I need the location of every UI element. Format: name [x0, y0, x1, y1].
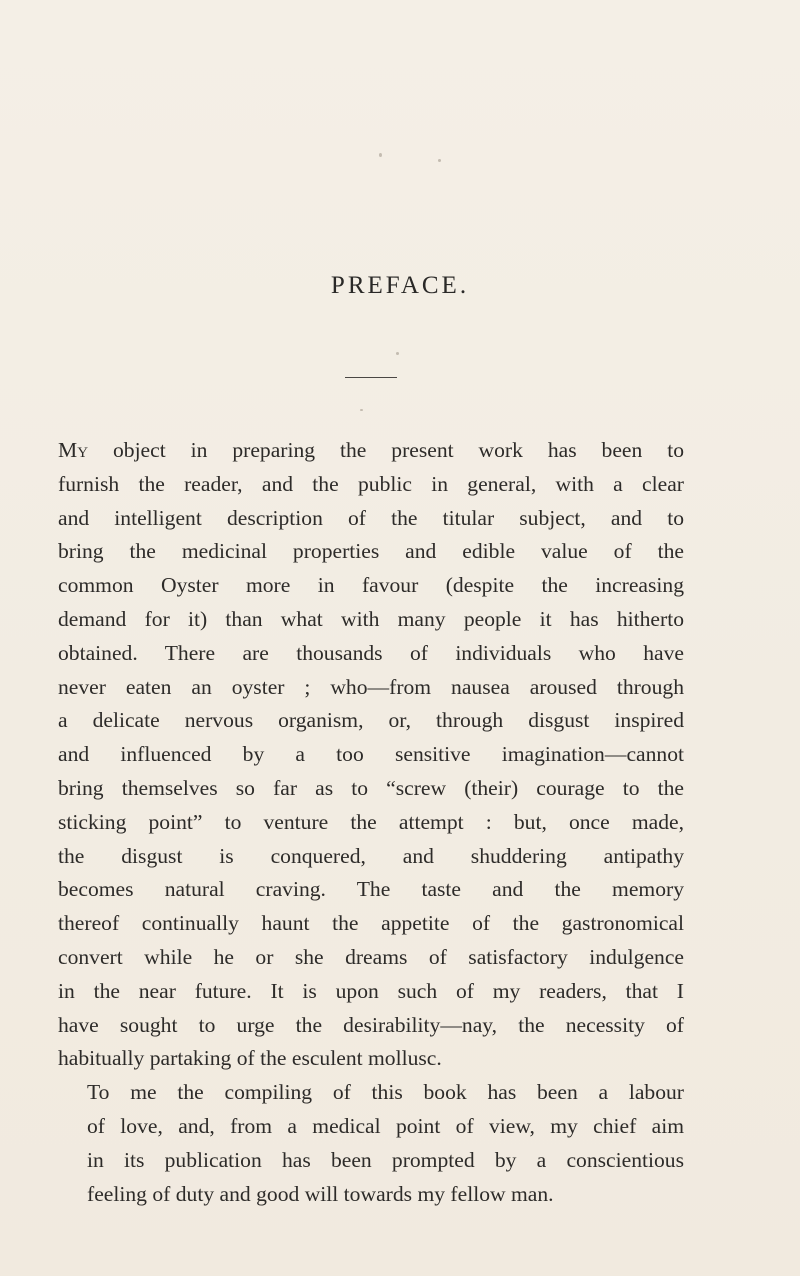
text-line: of love, and, from a medical point of view, my chief aim [87, 1113, 684, 1138]
text-line: thereof continually haunt the appetite of the gastronomical [58, 911, 684, 936]
paragraph-2 [58, 1076, 684, 1211]
text-line [58, 434, 684, 468]
text-line: sticking point” to venture the attempt : but, once made, [58, 809, 684, 834]
ink-speck [360, 409, 363, 411]
text-line: and influenced by a too sensitive imagination—cannot [58, 742, 684, 767]
title-divider [345, 377, 397, 378]
text-line: bring the medicinal properties and edible value of the [58, 539, 684, 564]
text-line: becomes natural craving. The taste and the memory [58, 877, 684, 902]
paragraph-1 [58, 434, 684, 1076]
line-rest: object in preparing the present work has been to [112, 438, 684, 462]
text-line: bring themselves so far as to “screw (their) courage to the [58, 775, 684, 800]
text-line: a delicate nervous organism, or, through disgust inspired [58, 708, 684, 733]
preface-text [58, 434, 684, 1211]
drop-word: My [58, 438, 89, 462]
text-line: To me the compiling of this book has been a labour [87, 1080, 684, 1105]
text-line: furnish the reader, and the public in general, with a clear [58, 471, 684, 496]
text-line: never eaten an oyster ; who—from nausea aroused through [58, 674, 684, 699]
text-line: and intelligent description of the titular subject, and to [58, 505, 684, 530]
ink-speck [379, 153, 382, 157]
text-line: feeling of duty and good will towards my fellow man. [87, 1181, 554, 1206]
text-line: demand for it) than what with many people it has hitherto [58, 606, 684, 631]
text-line: have sought to urge the desirability—nay, the necessity of [58, 1012, 684, 1037]
text-line: obtained. There are thousands of individuals who have [58, 640, 684, 665]
ink-speck [438, 159, 441, 162]
text-line: in the near future. It is upon such of my readers, that I [58, 978, 684, 1003]
text-line: convert while he or she dreams of satisfactory indulgence [58, 944, 684, 969]
text-line: the disgust is conquered, and shuddering antipathy [58, 843, 684, 868]
text-line: common Oyster more in favour (despite the increasing [58, 573, 684, 598]
text-line: habitually partaking of the esculent mollusc. [58, 1046, 442, 1071]
ink-speck [396, 352, 399, 355]
page-title: PREFACE. [330, 272, 470, 299]
text-line: in its publication has been prompted by a conscientious [87, 1147, 684, 1172]
